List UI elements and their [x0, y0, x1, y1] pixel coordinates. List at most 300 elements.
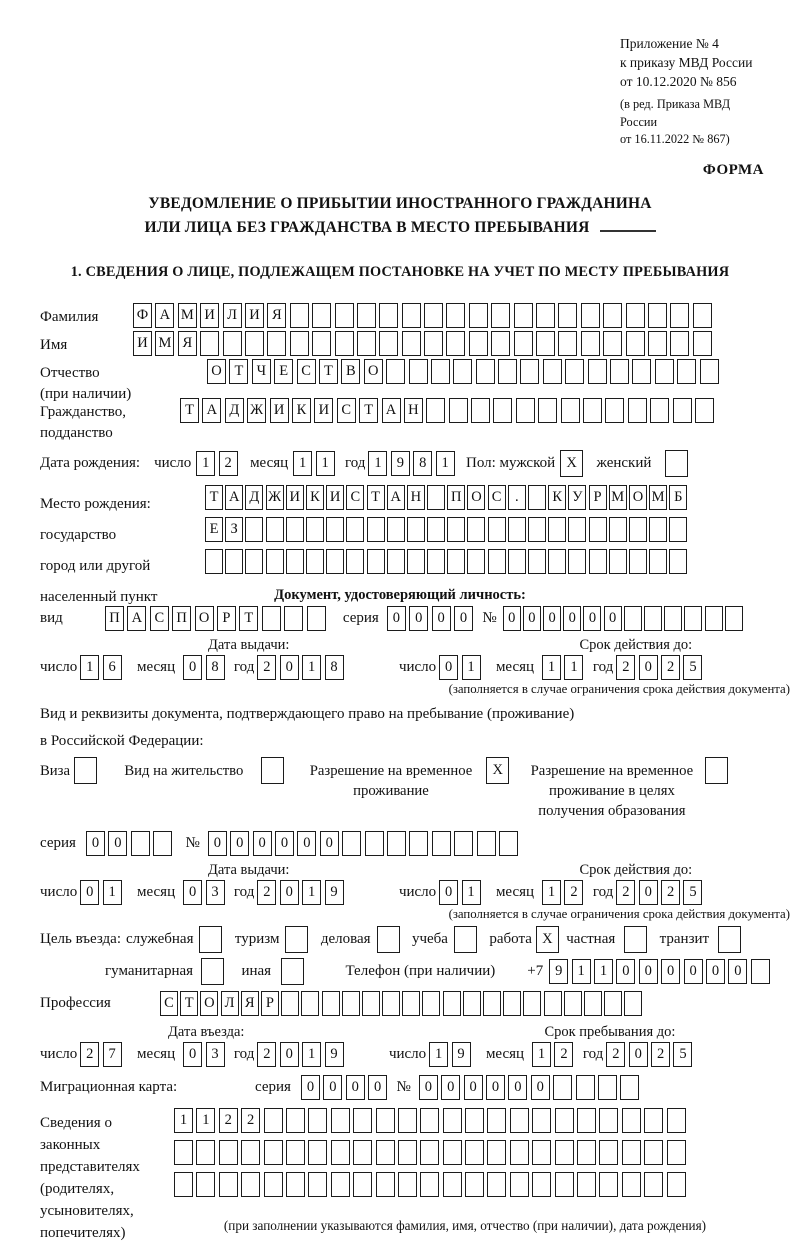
profession-input-cell-10[interactable] — [362, 991, 380, 1016]
birth-place-row2-input-cell-4[interactable] — [286, 517, 304, 542]
birth-place-row2-input-cell-16[interactable] — [528, 517, 546, 542]
birth-place-row2-input-cell-0[interactable]: Е — [205, 517, 223, 542]
doc-issue-year-input[interactable] — [257, 655, 347, 680]
representatives-row1-input-cell-3[interactable]: 2 — [241, 1108, 260, 1133]
name-input-cell-16[interactable] — [491, 331, 510, 356]
surname-input-cell-18[interactable] — [536, 303, 555, 328]
stay-day-input[interactable] — [429, 1042, 474, 1067]
patronymic-input-cell-14[interactable] — [520, 359, 539, 384]
res-number-input-cell-3[interactable]: 0 — [275, 831, 294, 856]
patronymic-input-cell-8[interactable] — [386, 359, 405, 384]
doc-number-input-cell-4[interactable]: 0 — [583, 606, 601, 631]
representatives-row1-input-cell-17[interactable] — [555, 1108, 574, 1133]
patronymic-input-cell-13[interactable] — [498, 359, 517, 384]
temp-residence-checkbox[interactable] — [486, 757, 512, 784]
birth-place-row2-input-cell-3[interactable] — [266, 517, 284, 542]
res-issue-month-input-cell-1[interactable]: 3 — [206, 880, 225, 905]
representatives-row1-input[interactable] — [174, 1108, 689, 1133]
stay-year-input-cell-1[interactable]: 0 — [629, 1042, 648, 1067]
representatives-row1-input-cell-21[interactable] — [644, 1108, 663, 1133]
entry-day-input-cell-0[interactable]: 2 — [80, 1042, 99, 1067]
birth-place-row1-input-cell-9[interactable]: А — [387, 485, 405, 510]
birth-month-input[interactable] — [293, 451, 338, 476]
name-input-cell-11[interactable] — [379, 331, 398, 356]
representatives-row2-input-cell-11[interactable] — [420, 1140, 439, 1165]
representatives-row3-input-cell-22[interactable] — [667, 1172, 686, 1197]
patronymic-input-cell-1[interactable]: Т — [229, 359, 248, 384]
birth-place-row3-input-cell-3[interactable] — [266, 549, 284, 574]
mc-number-input-cell-2[interactable]: 0 — [464, 1075, 483, 1100]
res-number-input-cell-2[interactable]: 0 — [253, 831, 272, 856]
surname-input-cell-14[interactable] — [446, 303, 465, 328]
res-issue-day-input-cell-1[interactable]: 1 — [103, 880, 122, 905]
profession-input-cell-7[interactable] — [301, 991, 319, 1016]
birth-place-row3-input-cell-4[interactable] — [286, 549, 304, 574]
birth-place-row3-input-cell-22[interactable] — [649, 549, 667, 574]
representatives-row2-input-cell-3[interactable] — [241, 1140, 260, 1165]
surname-input-cell-2[interactable]: М — [178, 303, 197, 328]
surname-input-cell-11[interactable] — [379, 303, 398, 328]
surname-input-cell-22[interactable] — [626, 303, 645, 328]
representatives-row1-input-cell-16[interactable] — [532, 1108, 551, 1133]
mc-number-input-cell-4[interactable]: 0 — [508, 1075, 527, 1100]
purpose-other-checkbox[interactable] — [281, 958, 307, 985]
representatives-row2-input-cell-16[interactable] — [532, 1140, 551, 1165]
surname-input-cell-15[interactable] — [469, 303, 488, 328]
name-input-cell-18[interactable] — [536, 331, 555, 356]
doc-valid-year-input-cell-3[interactable]: 5 — [683, 655, 702, 680]
representatives-row3-input-cell-7[interactable] — [331, 1172, 350, 1197]
doc-type-input-cell-3[interactable]: П — [172, 606, 191, 631]
birth-place-row3-input-cell-6[interactable] — [326, 549, 344, 574]
res-number-input-cell-9[interactable] — [409, 831, 428, 856]
profession-input-cell-14[interactable] — [443, 991, 461, 1016]
birth-place-row3-input-cell-7[interactable] — [346, 549, 364, 574]
purpose-work-checkbox-cell-0[interactable]: X — [536, 926, 559, 953]
representatives-row3-input-cell-13[interactable] — [465, 1172, 484, 1197]
representatives-row1-input-cell-9[interactable] — [376, 1108, 395, 1133]
entry-year-input-cell-2[interactable]: 1 — [302, 1042, 321, 1067]
birth-place-row2-input-cell-6[interactable] — [326, 517, 344, 542]
profession-input-cell-11[interactable] — [382, 991, 400, 1016]
birth-year-input-cell-3[interactable]: 1 — [436, 451, 455, 476]
phone-input-cell-0[interactable]: 9 — [549, 959, 568, 984]
citizenship-input-cell-3[interactable]: Ж — [247, 398, 266, 423]
res-number-input[interactable] — [208, 831, 521, 856]
patronymic-input-cell-11[interactable] — [453, 359, 472, 384]
profession-input-cell-21[interactable] — [584, 991, 602, 1016]
purpose-private-checkbox[interactable] — [624, 926, 650, 953]
name-input-cell-0[interactable]: И — [133, 331, 152, 356]
representatives-row3-input-cell-12[interactable] — [443, 1172, 462, 1197]
entry-year-input[interactable] — [257, 1042, 347, 1067]
res-valid-month-input-cell-0[interactable]: 1 — [542, 880, 561, 905]
surname-input-cell-3[interactable]: И — [200, 303, 219, 328]
representatives-row2-input-cell-1[interactable] — [196, 1140, 215, 1165]
temp-residence-edu-checkbox[interactable] — [705, 757, 731, 784]
stay-year-input-cell-2[interactable]: 2 — [651, 1042, 670, 1067]
mc-number-input-cell-1[interactable]: 0 — [441, 1075, 460, 1100]
birth-place-row1-input-cell-7[interactable]: С — [346, 485, 364, 510]
doc-type-input[interactable] — [105, 606, 329, 631]
mc-number-input-cell-5[interactable]: 0 — [531, 1075, 550, 1100]
res-valid-month-input[interactable] — [542, 880, 587, 905]
patronymic-input-cell-18[interactable] — [610, 359, 629, 384]
patronymic-input-cell-16[interactable] — [565, 359, 584, 384]
citizenship-input[interactable] — [180, 398, 717, 423]
representatives-row2-input-cell-0[interactable] — [174, 1140, 193, 1165]
birth-place-row1-input-cell-14[interactable]: С — [488, 485, 506, 510]
doc-number-input-cell-11[interactable] — [725, 606, 743, 631]
representatives-row2-input-cell-13[interactable] — [465, 1140, 484, 1165]
entry-day-input[interactable] — [80, 1042, 125, 1067]
representatives-row3-input-cell-20[interactable] — [622, 1172, 641, 1197]
res-number-input-cell-5[interactable]: 0 — [320, 831, 339, 856]
birth-place-row1-input[interactable] — [205, 485, 690, 510]
doc-number-input-cell-8[interactable] — [664, 606, 682, 631]
birth-place-row1-input-cell-1[interactable]: А — [225, 485, 243, 510]
birth-place-row1-input-cell-5[interactable]: К — [306, 485, 324, 510]
representatives-row3-input-cell-8[interactable] — [353, 1172, 372, 1197]
birth-year-input-cell-1[interactable]: 9 — [391, 451, 410, 476]
representatives-row3-input-cell-2[interactable] — [219, 1172, 238, 1197]
res-number-input-cell-6[interactable] — [342, 831, 361, 856]
doc-series-input-cell-1[interactable]: 0 — [409, 606, 428, 631]
profession-input[interactable] — [160, 991, 645, 1016]
res-number-input-cell-4[interactable]: 0 — [297, 831, 316, 856]
citizenship-input-cell-8[interactable]: Т — [359, 398, 378, 423]
profession-input-cell-2[interactable]: О — [200, 991, 218, 1016]
birth-place-row3-input-cell-9[interactable] — [387, 549, 405, 574]
purpose-tourism-checkbox-cell-0[interactable] — [285, 926, 308, 953]
res-valid-year-input-cell-1[interactable]: 0 — [639, 880, 658, 905]
patronymic-input[interactable] — [207, 359, 722, 384]
birth-place-row3-input-cell-14[interactable] — [488, 549, 506, 574]
mc-number-input[interactable] — [419, 1075, 643, 1100]
phone-input-cell-6[interactable]: 0 — [684, 959, 703, 984]
surname-input-cell-17[interactable] — [514, 303, 533, 328]
purpose-transit-checkbox-cell-0[interactable] — [718, 926, 741, 953]
mc-number-input-cell-0[interactable]: 0 — [419, 1075, 438, 1100]
birth-place-row1-input-cell-8[interactable]: Т — [367, 485, 385, 510]
res-issue-month-input-cell-0[interactable]: 0 — [183, 880, 202, 905]
mc-number-input-cell-9[interactable] — [620, 1075, 639, 1100]
doc-type-input-cell-6[interactable]: Т — [239, 606, 258, 631]
representatives-row3-input-cell-16[interactable] — [532, 1172, 551, 1197]
name-input-cell-17[interactable] — [514, 331, 533, 356]
mc-series-input-cell-3[interactable]: 0 — [368, 1075, 387, 1100]
res-number-input-cell-11[interactable] — [454, 831, 473, 856]
birth-place-row1-input-cell-10[interactable]: Н — [407, 485, 425, 510]
mc-number-input-cell-3[interactable]: 0 — [486, 1075, 505, 1100]
profession-input-cell-20[interactable] — [564, 991, 582, 1016]
citizenship-input-cell-17[interactable] — [561, 398, 580, 423]
representatives-row2-input-cell-22[interactable] — [667, 1140, 686, 1165]
name-input-cell-5[interactable] — [245, 331, 264, 356]
birth-place-row2-input-cell-13[interactable] — [467, 517, 485, 542]
birth-place-row3-input-cell-10[interactable] — [407, 549, 425, 574]
representatives-row2-input-cell-2[interactable] — [219, 1140, 238, 1165]
doc-number-input[interactable] — [503, 606, 745, 631]
purpose-humanitarian-checkbox[interactable] — [201, 958, 227, 985]
doc-series-input-cell-2[interactable]: 0 — [432, 606, 451, 631]
doc-type-input-cell-1[interactable]: А — [127, 606, 146, 631]
citizenship-input-cell-20[interactable] — [628, 398, 647, 423]
sex-female-checkbox-cell-0[interactable] — [665, 450, 688, 477]
name-input-cell-9[interactable] — [335, 331, 354, 356]
representatives-row2-input-cell-19[interactable] — [599, 1140, 618, 1165]
representatives-row1-input-cell-4[interactable] — [264, 1108, 283, 1133]
birth-place-row2-input-cell-23[interactable] — [669, 517, 687, 542]
profession-input-cell-5[interactable]: Р — [261, 991, 279, 1016]
birth-day-input-cell-0[interactable]: 1 — [196, 451, 215, 476]
doc-number-input-cell-3[interactable]: 0 — [563, 606, 581, 631]
birth-place-row1-input-cell-15[interactable]: . — [508, 485, 526, 510]
phone-input-cell-5[interactable]: 0 — [661, 959, 680, 984]
representatives-row2-input-cell-8[interactable] — [353, 1140, 372, 1165]
citizenship-input-cell-11[interactable] — [426, 398, 445, 423]
profession-input-cell-23[interactable] — [624, 991, 642, 1016]
representatives-row1-input-cell-6[interactable] — [308, 1108, 327, 1133]
citizenship-input-cell-10[interactable]: Н — [404, 398, 423, 423]
birth-place-row1-input-cell-11[interactable] — [427, 485, 445, 510]
patronymic-input-cell-19[interactable] — [632, 359, 651, 384]
representatives-row3-input-cell-21[interactable] — [644, 1172, 663, 1197]
representatives-row2-input-cell-20[interactable] — [622, 1140, 641, 1165]
doc-number-input-cell-6[interactable] — [624, 606, 642, 631]
birth-place-row3-input-cell-0[interactable] — [205, 549, 223, 574]
res-valid-year-input-cell-2[interactable]: 2 — [661, 880, 680, 905]
citizenship-input-cell-2[interactable]: Д — [225, 398, 244, 423]
surname-input-cell-0[interactable]: Ф — [133, 303, 152, 328]
representatives-row1-input-cell-10[interactable] — [398, 1108, 417, 1133]
doc-issue-year-input-cell-1[interactable]: 0 — [280, 655, 299, 680]
citizenship-input-cell-19[interactable] — [605, 398, 624, 423]
patronymic-input-cell-10[interactable] — [431, 359, 450, 384]
surname-input-cell-21[interactable] — [603, 303, 622, 328]
citizenship-input-cell-23[interactable] — [695, 398, 714, 423]
doc-valid-year-input-cell-0[interactable]: 2 — [616, 655, 635, 680]
birth-place-row1-input-cell-0[interactable]: Т — [205, 485, 223, 510]
visa-checkbox[interactable] — [74, 757, 100, 784]
doc-number-input-cell-0[interactable]: 0 — [503, 606, 521, 631]
name-input-cell-19[interactable] — [558, 331, 577, 356]
entry-year-input-cell-3[interactable]: 9 — [325, 1042, 344, 1067]
doc-series-input-cell-0[interactable]: 0 — [387, 606, 406, 631]
birth-place-row2-input-cell-20[interactable] — [609, 517, 627, 542]
purpose-study-checkbox[interactable] — [454, 926, 480, 953]
birth-place-row3-input-cell-23[interactable] — [669, 549, 687, 574]
representatives-row3-input-cell-17[interactable] — [555, 1172, 574, 1197]
representatives-row1-input-cell-7[interactable] — [331, 1108, 350, 1133]
patronymic-input-cell-9[interactable] — [409, 359, 428, 384]
mc-series-input[interactable] — [301, 1075, 391, 1100]
profession-input-cell-9[interactable] — [342, 991, 360, 1016]
representatives-row3-input-cell-9[interactable] — [376, 1172, 395, 1197]
doc-valid-month-input-cell-0[interactable]: 1 — [542, 655, 561, 680]
birth-place-row2-input-cell-12[interactable] — [447, 517, 465, 542]
phone-input-cell-3[interactable]: 0 — [616, 959, 635, 984]
doc-type-input-cell-8[interactable] — [284, 606, 303, 631]
res-valid-day-input[interactable] — [439, 880, 484, 905]
birth-place-row2-input-cell-9[interactable] — [387, 517, 405, 542]
doc-valid-day-input-cell-1[interactable]: 1 — [462, 655, 481, 680]
representatives-row2-input-cell-15[interactable] — [510, 1140, 529, 1165]
mc-number-input-cell-8[interactable] — [598, 1075, 617, 1100]
birth-place-row1-input-cell-16[interactable] — [528, 485, 546, 510]
purpose-work-checkbox[interactable] — [536, 926, 562, 953]
name-input-cell-22[interactable] — [626, 331, 645, 356]
surname-input-cell-12[interactable] — [402, 303, 421, 328]
citizenship-input-cell-4[interactable]: И — [270, 398, 289, 423]
surname-input-cell-13[interactable] — [424, 303, 443, 328]
patronymic-input-cell-6[interactable]: В — [341, 359, 360, 384]
res-issue-year-input-cell-2[interactable]: 1 — [302, 880, 321, 905]
birth-place-row1-input-cell-23[interactable]: Б — [669, 485, 687, 510]
birth-year-input[interactable] — [368, 451, 458, 476]
res-number-input-cell-10[interactable] — [432, 831, 451, 856]
birth-place-row2-input-cell-14[interactable] — [488, 517, 506, 542]
birth-place-row2-input-cell-19[interactable] — [589, 517, 607, 542]
purpose-official-checkbox[interactable] — [199, 926, 225, 953]
doc-issue-day-input-cell-0[interactable]: 1 — [80, 655, 99, 680]
birth-place-row2-input-cell-21[interactable] — [629, 517, 647, 542]
representatives-row2-input-cell-6[interactable] — [308, 1140, 327, 1165]
doc-issue-day-input[interactable] — [80, 655, 125, 680]
name-input-cell-12[interactable] — [402, 331, 421, 356]
res-series-input[interactable] — [86, 831, 176, 856]
citizenship-input-cell-21[interactable] — [650, 398, 669, 423]
name-input-cell-25[interactable] — [693, 331, 712, 356]
residence-permit-checkbox-cell-0[interactable] — [261, 757, 284, 784]
purpose-private-checkbox-cell-0[interactable] — [624, 926, 647, 953]
surname-input-cell-6[interactable]: Я — [267, 303, 286, 328]
doc-valid-year-input-cell-2[interactable]: 2 — [661, 655, 680, 680]
birth-place-row3-input-cell-1[interactable] — [225, 549, 243, 574]
profession-input-cell-18[interactable] — [523, 991, 541, 1016]
doc-type-input-cell-0[interactable]: П — [105, 606, 124, 631]
name-input-cell-14[interactable] — [446, 331, 465, 356]
residence-permit-checkbox[interactable] — [261, 757, 287, 784]
patronymic-input-cell-22[interactable] — [700, 359, 719, 384]
birth-place-row1-input-cell-3[interactable]: Ж — [266, 485, 284, 510]
phone-input-cell-2[interactable]: 1 — [594, 959, 613, 984]
profession-input-cell-1[interactable]: Т — [180, 991, 198, 1016]
birth-place-row1-input-cell-2[interactable]: Д — [245, 485, 263, 510]
res-number-input-cell-12[interactable] — [477, 831, 496, 856]
representatives-row3-input-cell-18[interactable] — [577, 1172, 596, 1197]
sex-female-checkbox[interactable] — [665, 450, 691, 477]
purpose-other-checkbox-cell-0[interactable] — [281, 958, 304, 985]
citizenship-input-cell-18[interactable] — [583, 398, 602, 423]
sex-male-checkbox[interactable] — [560, 450, 586, 477]
citizenship-input-cell-12[interactable] — [449, 398, 468, 423]
patronymic-input-cell-5[interactable]: Т — [319, 359, 338, 384]
representatives-row3-input-cell-5[interactable] — [286, 1172, 305, 1197]
surname-input-cell-5[interactable]: И — [245, 303, 264, 328]
stay-year-input-cell-3[interactable]: 5 — [673, 1042, 692, 1067]
profession-input-cell-12[interactable] — [402, 991, 420, 1016]
representatives-row2-input-cell-12[interactable] — [443, 1140, 462, 1165]
representatives-row3-input-cell-6[interactable] — [308, 1172, 327, 1197]
representatives-row2-input-cell-21[interactable] — [644, 1140, 663, 1165]
representatives-row3-input-cell-3[interactable] — [241, 1172, 260, 1197]
birth-place-row1-input-cell-6[interactable]: И — [326, 485, 344, 510]
entry-day-input-cell-1[interactable]: 7 — [103, 1042, 122, 1067]
birth-place-row3-input-cell-20[interactable] — [609, 549, 627, 574]
phone-input-cell-8[interactable]: 0 — [728, 959, 747, 984]
profession-input-cell-19[interactable] — [544, 991, 562, 1016]
birth-year-input-cell-2[interactable]: 8 — [413, 451, 432, 476]
representatives-row1-input-cell-15[interactable] — [510, 1108, 529, 1133]
res-series-input-cell-1[interactable]: 0 — [108, 831, 127, 856]
res-issue-year-input-cell-1[interactable]: 0 — [280, 880, 299, 905]
surname-input-cell-10[interactable] — [357, 303, 376, 328]
doc-type-input-cell-7[interactable] — [262, 606, 281, 631]
citizenship-input-cell-5[interactable]: К — [292, 398, 311, 423]
birth-place-row2-input[interactable] — [205, 517, 690, 542]
name-input-cell-24[interactable] — [670, 331, 689, 356]
doc-type-input-cell-2[interactable]: С — [150, 606, 169, 631]
profession-input-cell-15[interactable] — [463, 991, 481, 1016]
representatives-row2-input-cell-18[interactable] — [577, 1140, 596, 1165]
phone-input[interactable] — [549, 959, 773, 984]
stay-year-input[interactable] — [606, 1042, 696, 1067]
stay-day-input-cell-1[interactable]: 9 — [452, 1042, 471, 1067]
res-issue-day-input[interactable] — [80, 880, 125, 905]
birth-place-row1-input-cell-17[interactable]: К — [548, 485, 566, 510]
stay-month-input-cell-0[interactable]: 1 — [532, 1042, 551, 1067]
profession-input-cell-16[interactable] — [483, 991, 501, 1016]
patronymic-input-cell-2[interactable]: Ч — [252, 359, 271, 384]
citizenship-input-cell-15[interactable] — [516, 398, 535, 423]
representatives-row1-input-cell-19[interactable] — [599, 1108, 618, 1133]
surname-input-cell-4[interactable]: Л — [223, 303, 242, 328]
doc-valid-day-input-cell-0[interactable]: 0 — [439, 655, 458, 680]
birth-place-row3-input-cell-15[interactable] — [508, 549, 526, 574]
name-input[interactable] — [133, 331, 715, 356]
citizenship-input-cell-7[interactable]: С — [337, 398, 356, 423]
representatives-row1-input-cell-0[interactable]: 1 — [174, 1108, 193, 1133]
name-input-cell-4[interactable] — [223, 331, 242, 356]
representatives-row3-input-cell-1[interactable] — [196, 1172, 215, 1197]
representatives-row1-input-cell-5[interactable] — [286, 1108, 305, 1133]
res-issue-year-input-cell-3[interactable]: 9 — [325, 880, 344, 905]
representatives-row1-input-cell-13[interactable] — [465, 1108, 484, 1133]
profession-input-cell-0[interactable]: С — [160, 991, 178, 1016]
patronymic-input-cell-0[interactable]: О — [207, 359, 226, 384]
birth-place-row3-input-cell-21[interactable] — [629, 549, 647, 574]
birth-place-row2-input-cell-2[interactable] — [245, 517, 263, 542]
res-valid-day-input-cell-0[interactable]: 0 — [439, 880, 458, 905]
phone-input-cell-9[interactable] — [751, 959, 770, 984]
name-input-cell-7[interactable] — [290, 331, 309, 356]
name-input-cell-8[interactable] — [312, 331, 331, 356]
doc-series-input-cell-3[interactable]: 0 — [454, 606, 473, 631]
name-input-cell-15[interactable] — [469, 331, 488, 356]
doc-issue-year-input-cell-2[interactable]: 1 — [302, 655, 321, 680]
citizenship-input-cell-0[interactable]: Т — [180, 398, 199, 423]
name-input-cell-10[interactable] — [357, 331, 376, 356]
patronymic-input-cell-20[interactable] — [655, 359, 674, 384]
representatives-row2-input-cell-9[interactable] — [376, 1140, 395, 1165]
res-number-input-cell-13[interactable] — [499, 831, 518, 856]
birth-place-row2-input-cell-7[interactable] — [346, 517, 364, 542]
visa-checkbox-cell-0[interactable] — [74, 757, 97, 784]
birth-place-row3-input-cell-18[interactable] — [568, 549, 586, 574]
name-input-cell-2[interactable]: Я — [178, 331, 197, 356]
profession-input-cell-4[interactable]: Я — [241, 991, 259, 1016]
